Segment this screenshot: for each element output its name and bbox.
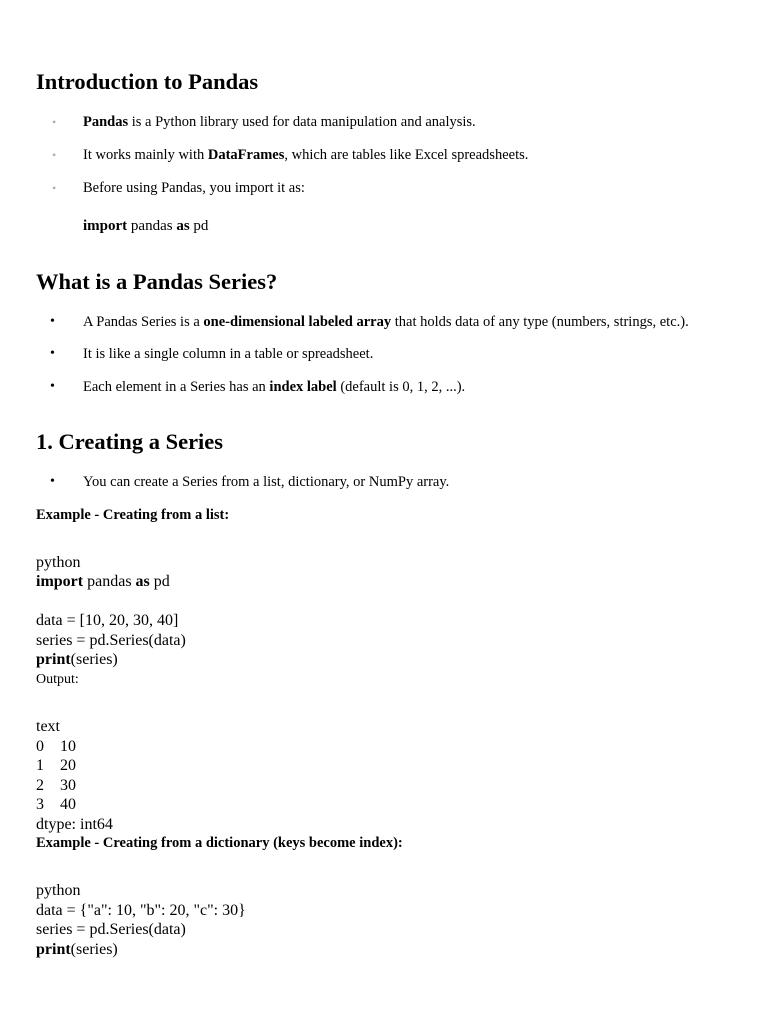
output-dtype: dtype: int64 bbox=[36, 816, 113, 833]
list-item: You can create a Series from a list, dictionary, or NumPy array. bbox=[83, 474, 450, 490]
code-line: series = pd.Series(data) bbox=[36, 632, 186, 649]
bullet-icon: • bbox=[52, 181, 57, 195]
bullet-icon: • bbox=[52, 148, 57, 162]
bullet-icon: • bbox=[50, 314, 55, 329]
bullet-icon: • bbox=[50, 474, 55, 489]
list-item: It works mainly with DataFrames, which are tables like Excel spreadsheets. bbox=[83, 147, 529, 163]
example-heading-dictionary: Example - Creating from a dictionary (keys become index): bbox=[36, 835, 403, 851]
output-label: Output: bbox=[36, 672, 79, 687]
list-item: It is like a single column in a table or spreadsheet. bbox=[83, 346, 374, 362]
heading-introduction: Introduction to Pandas bbox=[36, 69, 259, 94]
output-row: 1 20 bbox=[36, 757, 76, 774]
output-row: 3 40 bbox=[36, 796, 76, 813]
bullet-icon: • bbox=[50, 346, 55, 361]
code-line: print(series) bbox=[36, 651, 118, 668]
list-item: Before using Pandas, you import it as: bbox=[83, 180, 305, 196]
bullet-icon: • bbox=[50, 379, 55, 394]
import-code-line: import pandas as pd bbox=[83, 218, 209, 234]
code-line: data = {"a": 10, "b": 20, "c": 30} bbox=[36, 902, 246, 919]
list-item: Pandas is a Python library used for data manipulation and analysis. bbox=[83, 114, 476, 130]
list-item: Each element in a Series has an index label (default is 0, 1, 2, ...). bbox=[83, 379, 466, 395]
code-lang-label: python bbox=[36, 882, 81, 899]
list-item: A Pandas Series is a one-dimensional labeled array that holds data of any type (numbers, strings, etc.). bbox=[83, 314, 689, 330]
code-lang-label: text bbox=[36, 718, 60, 735]
code-lang-label: python bbox=[36, 554, 81, 571]
heading-creating-series: 1. Creating a Series bbox=[36, 429, 224, 454]
output-row: 0 10 bbox=[36, 738, 76, 755]
code-line: print(series) bbox=[36, 941, 118, 958]
output-row: 2 30 bbox=[36, 777, 76, 794]
code-line: import pandas as pd bbox=[36, 573, 170, 590]
code-line: data = [10, 20, 30, 40] bbox=[36, 612, 179, 629]
example-heading-list: Example - Creating from a list: bbox=[36, 507, 230, 523]
bullet-icon: • bbox=[52, 115, 57, 129]
code-line: series = pd.Series(data) bbox=[36, 921, 186, 938]
heading-series: What is a Pandas Series? bbox=[36, 269, 278, 294]
